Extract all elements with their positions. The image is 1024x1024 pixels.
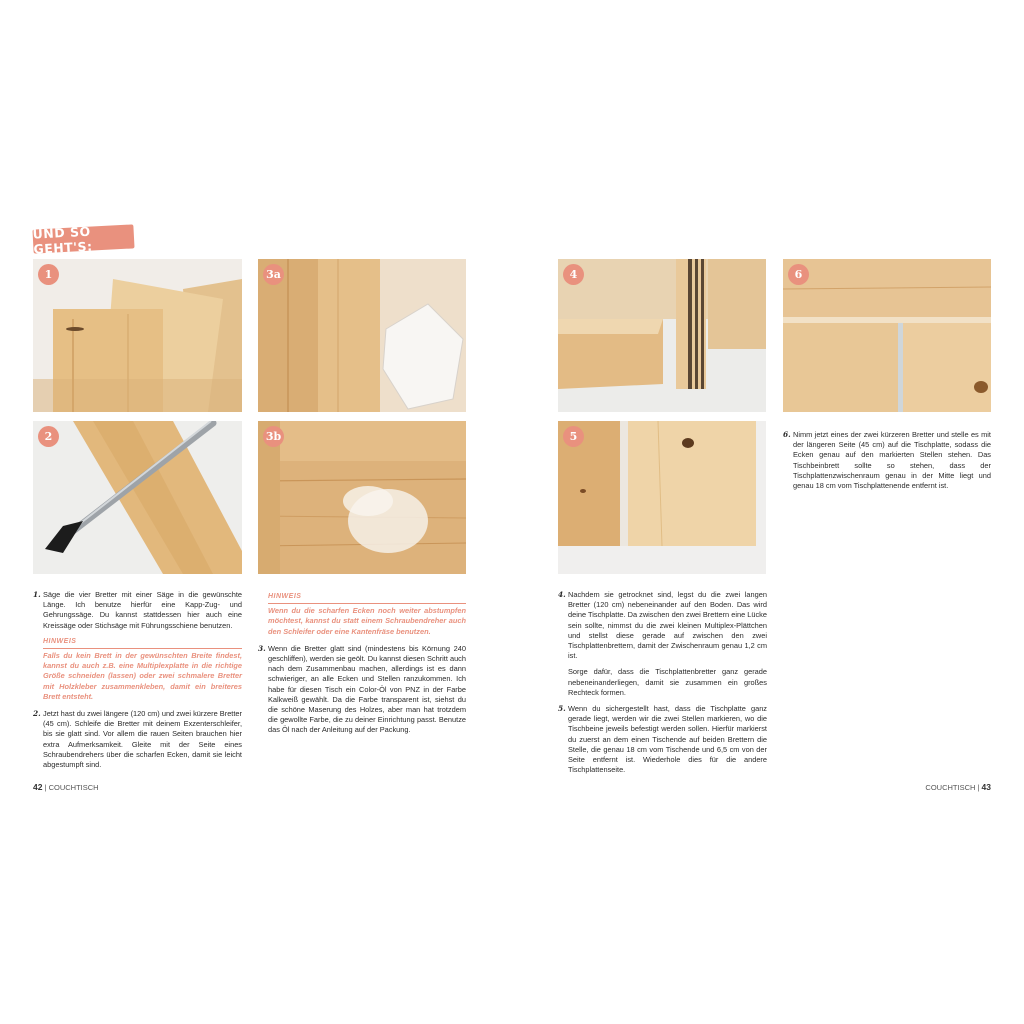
page-footer-right xyxy=(925,782,991,792)
step-number: 2. xyxy=(33,709,41,719)
left-column-2 xyxy=(258,590,466,742)
photo-step-3a xyxy=(258,259,466,412)
hint-box-1 xyxy=(43,637,242,702)
hint-box-2 xyxy=(268,592,466,637)
photo-step-1 xyxy=(33,259,242,412)
step-number: 4. xyxy=(558,590,566,599)
page-number: 42 xyxy=(33,782,43,792)
step-badge: 4 xyxy=(563,264,584,285)
step-text: Säge die vier Bretter mit einer Säge in die gewünschte Länge. Ich benutze hierfür eine Kapp-Zug- und Gehrungssäge. Du kannst stattdessen hier auch eine Kreissäge oder Stichsäge mit Führungsschiene benutzen. xyxy=(43,590,242,630)
step-4-continued: Sorge dafür, dass die Tischplattenbretter ganz gerade nebeneinanderliegen, damit sie zusammen ein großes Rechteck formen. xyxy=(568,667,767,697)
step-text: Wenn du sichergestellt hast, dass die Tischplatte ganz gerade liegt, werden wir die zwei Stellen markieren, wo die Tischbeine jeweils befestigt werden sollen. Hierfür markierst du zuerst an dem einen Tischende auf beiden Brettern die Stelle, die genau 18 cm vom Tischende und 6,5 cm von der Seite entfernt ist. Wiederhole dies für die andere Tischplattenseite. xyxy=(568,704,767,775)
step-badge: 6 xyxy=(788,264,809,285)
chapter-label: | COUCHTISCH xyxy=(44,783,99,792)
step-text: Nachdem sie getrocknet sind, legst du die zwei langen Bretter (120 cm) nebeneinander auf den Boden. Das wird deine Tischplatte. Da zwischen den zwei Brettern eine Lücke sein sollte, nimmst du die zwei kleinen Multiplex-Plättchen und stellst diese gerade auf zwischen den zwei Tischplattenbrettern, damit der Zwischenraum genau 1,2 cm ist. xyxy=(568,590,767,661)
hint-title: HINWEIS xyxy=(43,637,242,649)
step-6 xyxy=(783,430,991,491)
step-3 xyxy=(258,644,466,736)
photo-step-4 xyxy=(558,259,766,412)
step-number: 6. xyxy=(783,430,791,439)
right-column-1 xyxy=(558,590,767,781)
step-number: 3. xyxy=(258,643,266,653)
step-badge: 5 xyxy=(563,426,584,447)
step-badge: 3a xyxy=(263,264,284,285)
hint-text: Falls du kein Brett in der gewünschten Breite findest, kannst du auch z.B. eine Multiplexplatte in die richtige Größe schneiden (lassen) oder zwei schmalere Bretter mit Holzkleber zusammenkleben, damit ein breiteres Brett entsteht. xyxy=(43,651,242,701)
step-text: Jetzt hast du zwei längere (120 cm) und zwei kürzere Bretter (45 cm). Schleife die Bretter mit deinem Exzenterschleifer, bis sie glatt sind. Vor allem die rauen Seiten brauchen hier extra Aufmerksamkeit. Gleite mit der Seite eines Schraubendrehers über die scharfen Ecken, damit sie leicht abgestumpft sind. xyxy=(43,709,242,770)
step-badge: 2 xyxy=(38,426,59,447)
right-column-2 xyxy=(783,430,991,497)
chapter-label: COUCHTISCH | xyxy=(925,783,980,792)
step-text: Wenn die Bretter glatt sind (mindestens bis Körnung 240 geschliffen), werden sie geölt. Du kannst diesen Schritt auch nach dem Zusammenbau machen, allerdings ist es dann schwieriger, an alle Ecken und Stellen ranzukommen. Ich habe für diesen Tisch ein Color-Öl von PNZ in der Farbe Kalkweiß gewählt. Da die Farbe transparent ist, siehst du die schöne Maserung des Holzes, aber man hat trotzdem die gewollte Farbe, die zu deiner Einrichtung passt. Benutze das Öl nach der Anleitung auf der Packung. xyxy=(268,643,466,735)
step-4 xyxy=(558,590,767,661)
left-column-1 xyxy=(33,590,242,776)
step-1 xyxy=(33,590,242,631)
step-badge: 3b xyxy=(263,426,284,447)
photo-step-3b xyxy=(258,421,466,574)
step-5 xyxy=(558,704,767,775)
photo-step-5 xyxy=(558,421,766,574)
step-number: 5. xyxy=(558,704,566,714)
section-banner: UND SO GEHT'S: xyxy=(32,224,134,253)
step-2 xyxy=(33,709,242,770)
photo-step-2 xyxy=(33,421,242,574)
step-number: 1. xyxy=(33,590,41,599)
page-footer-left xyxy=(33,782,99,792)
hint-text: Wenn du die scharfen Ecken noch weiter abstumpfen möchtest, kannst du statt einem Schraubendreher auch den Schleifer oder eine Kantenfräse benutzen. xyxy=(268,606,466,636)
step-text: Nimm jetzt eines der zwei kürzeren Bretter und stelle es mit der längeren Seite (45 cm) auf die Tischplatte, sodass die Ecken genau auf den markierten Stellen stehen. Das Tischbeinbrett sollte so stehen, dass der Tischplattenzwischenraum genau in der Mitte liegt und genau 18 cm vom Tischplattenende entfernt ist. xyxy=(793,430,991,491)
page-number: 43 xyxy=(981,782,991,792)
hint-title: HINWEIS xyxy=(268,592,466,604)
step-badge: 1 xyxy=(38,264,59,285)
photo-step-6 xyxy=(783,259,991,412)
